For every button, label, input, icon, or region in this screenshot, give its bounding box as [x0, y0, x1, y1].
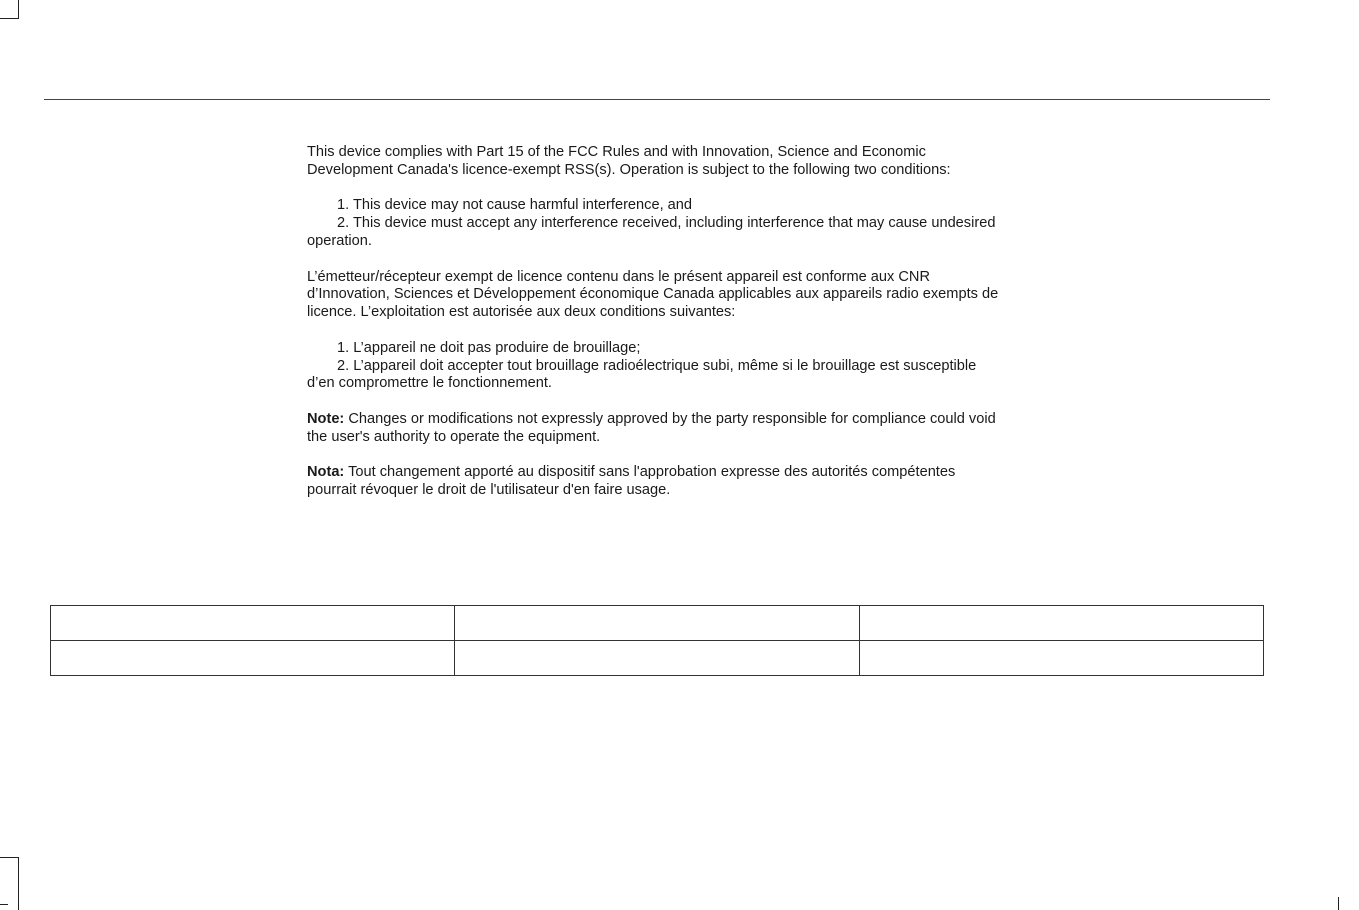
table-cell	[455, 606, 859, 641]
note-en	[307, 411, 1007, 447]
crop-mark-bottom-left-horizontal	[0, 857, 19, 858]
table-cell	[859, 641, 1263, 676]
note-fr-label: Nota:	[307, 464, 345, 481]
note-fr	[307, 464, 1007, 500]
table-cell	[455, 641, 859, 676]
note-en-label: Note:	[307, 410, 345, 427]
fcc-intro: This device complies with Part 15 of the FCC Rules and with Innovation, Science and Economic Development Canada's licence-exempt RSS(s). Operation is subject to the following two conditions:	[307, 144, 951, 178]
ised-condition-1-fr: 1. L’appareil ne doit pas produire de brouillage;	[337, 339, 641, 356]
table-cell	[51, 606, 455, 641]
fcc-condition-1: 1. This device may not cause harmful interference, and	[337, 197, 693, 214]
regulatory-text	[307, 144, 1007, 518]
crop-mark-top-left-horizontal	[0, 18, 19, 19]
note-fr-text: Tout changement apporté au dispositif sans l'approbation expresse des autorités compétentes pourrait révoquer le droit de l'utilisateur d'en faire usage.	[307, 464, 956, 499]
footer-table	[50, 605, 1264, 676]
crop-mark-bottom-right-tick	[1338, 897, 1339, 910]
ised-condition-2-fr: 2. L’appareil doit accepter tout brouillage radioélectrique subi, même si le brouillage est susceptible d’en compromettre le fonctionnement.	[307, 357, 977, 392]
table-row	[51, 641, 1264, 676]
crop-mark-top-left-vertical	[18, 0, 19, 18]
fcc-condition-2: 2. This device must accept any interference received, including interference that may cause undesired operation.	[307, 215, 996, 249]
crop-mark-bottom-left-vertical	[18, 857, 19, 910]
ised-intro-fr: L’émetteur/récepteur exempt de licence contenu dans le présent appareil est conforme aux CNR d’Innovation, Sciences et Développement économique Canada applicables aux appareils radio exempts de licence. L’exploitation est autorisée aux deux conditions suivantes:	[307, 268, 999, 321]
crop-mark-bottom-left-tick	[0, 904, 8, 905]
table-cell	[859, 606, 1263, 641]
header-rule	[44, 99, 1270, 100]
table-row	[51, 606, 1264, 641]
table-cell	[51, 641, 455, 676]
note-en-text: Changes or modifications not expressly approved by the party responsible for compliance could void the user's authority to operate the equipment.	[307, 410, 996, 445]
